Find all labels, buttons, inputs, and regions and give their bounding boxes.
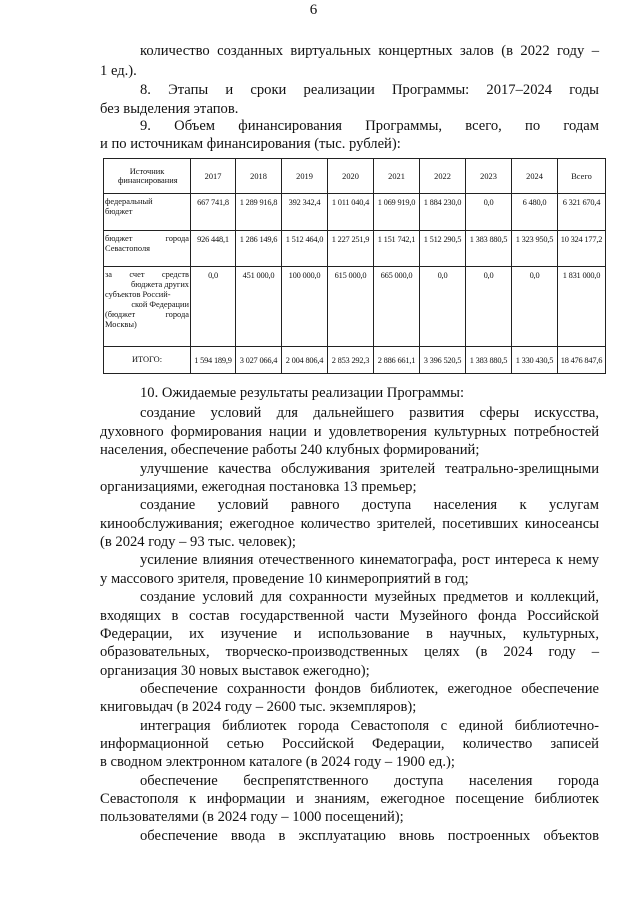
text-line: количество созданных виртуальных концертных залов (в 2022 году –	[140, 43, 599, 59]
value-cell: 1 323 950,5	[512, 231, 558, 267]
text-line: книговыдач (в 2024 году – 2600 тыс. экземпляров);	[100, 699, 417, 715]
text-line: создание условий для дальнейшего развития сферы искусства,	[140, 405, 599, 421]
value-cell: 0,0	[420, 267, 466, 347]
column-header: Источник финансирования	[104, 159, 191, 194]
text-line: в сводном электронном каталоге (в 2024 году – 1900 ед.);	[100, 754, 455, 770]
value-cell: 6 321 670,4	[558, 194, 606, 231]
value-cell: 392 342,4	[282, 194, 328, 231]
financing-table	[103, 158, 606, 374]
column-header: 2024	[512, 159, 558, 194]
value-cell: 1 330 430,5	[512, 347, 558, 374]
text-line: Севастополя к информации и знаниям, ежегодное посещение библиотек	[100, 791, 599, 807]
page-number: 6	[309, 2, 318, 18]
value-cell: 1 286 149,6	[236, 231, 282, 267]
value-cell: 1 069 919,0	[374, 194, 420, 231]
source-cell	[104, 231, 191, 267]
value-cell: 6 480,0	[512, 194, 558, 231]
value-cell: 0,0	[512, 267, 558, 347]
text-line: 1 ед.).	[100, 63, 137, 79]
column-header: 2017	[191, 159, 236, 194]
text-line: населения, обеспечение работы 240 клубных формирований;	[100, 442, 480, 458]
value-cell: 615 000,0	[328, 267, 374, 347]
value-cell: 1 831 000,0	[558, 267, 606, 347]
value-cell: 1 512 464,0	[282, 231, 328, 267]
text-line: интеграция библиотек города Севастополя с единой библиотечно-	[140, 718, 599, 734]
total-label: ИТОГО:	[104, 347, 191, 374]
total-row	[104, 347, 606, 374]
table-row	[104, 194, 606, 231]
source-line: федеральный	[105, 197, 153, 206]
value-cell: 1 383 880,5	[466, 347, 512, 374]
text-line: обеспечение сохранности фондов библиотек, ежегодное обеспечение	[140, 681, 599, 697]
text-line: входящих в состав государственной части Музейного фонда Российской	[100, 608, 599, 624]
value-cell: 1 383 880,5	[466, 231, 512, 267]
column-header: 2019	[282, 159, 328, 194]
value-cell: 2 853 292,3	[328, 347, 374, 374]
source-line: за счет средств	[105, 270, 189, 279]
column-header: 2023	[466, 159, 512, 194]
value-cell: 451 000,0	[236, 267, 282, 347]
source-line: ской Федерации	[131, 300, 189, 309]
value-cell: 10 324 177,2	[558, 231, 606, 267]
value-cell: 0,0	[191, 267, 236, 347]
text-line: 8. Этапы и сроки реализации Программы: 2017–2024 годы	[140, 82, 599, 98]
column-header: Всего	[558, 159, 606, 194]
value-cell: 1 884 230,0	[420, 194, 466, 231]
text-line: улучшение качества обслуживания зрителей театрально-зрелищными	[140, 461, 599, 477]
text-line: организация 30 новых выставок ежегодно);	[100, 663, 370, 679]
source-line: субъектов Россий-	[105, 290, 171, 299]
value-cell: 100 000,0	[282, 267, 328, 347]
text-line: информационной сетью Российской Федерации, количество записей	[100, 736, 599, 752]
value-cell: 1 594 189,9	[191, 347, 236, 374]
table-header-row	[104, 159, 606, 194]
value-cell: 18 476 847,6	[558, 347, 606, 374]
value-cell: 926 448,1	[191, 231, 236, 267]
value-cell: 2 886 661,1	[374, 347, 420, 374]
value-cell: 0,0	[466, 267, 512, 347]
value-cell: 3 027 066,4	[236, 347, 282, 374]
value-cell: 1 512 290,5	[420, 231, 466, 267]
section-heading: 10. Ожидаемые результаты реализации Программы:	[140, 385, 464, 401]
text-line: обеспечение ввода в эксплуатацию вновь построенных объектов	[140, 828, 599, 844]
column-header: 2021	[374, 159, 420, 194]
source-line: бюджет города	[105, 234, 189, 243]
source-cell	[104, 194, 191, 231]
text-line: кинообслуживания; ежегодное количество зрителей, посетивших киносеансы	[100, 516, 599, 532]
source-line: Севастополя	[105, 244, 151, 253]
column-header: 2022	[420, 159, 466, 194]
text-line: образовательных, творческо-производственных целях (в 2024 году –	[100, 644, 599, 660]
source-line: бюджета других	[131, 280, 189, 289]
value-cell: 665 000,0	[374, 267, 420, 347]
text-line: создание условий для сохранности музейных предметов и коллекций,	[140, 589, 599, 605]
table-row	[104, 267, 606, 347]
source-cell	[104, 267, 191, 347]
source-line: Москвы)	[105, 320, 137, 329]
text-line: 9. Объем финансирования Программы, всего, по годам	[140, 118, 599, 134]
column-header: 2020	[328, 159, 374, 194]
text-line: духовного формирования нации и удовлетворения культурных потребностей	[100, 424, 599, 440]
column-header: 2018	[236, 159, 282, 194]
text-line: и по источникам финансирования (тыс. рублей):	[100, 136, 401, 152]
table-row	[104, 231, 606, 267]
source-line: бюджет	[105, 207, 133, 216]
source-line: (бюджет города	[105, 310, 189, 319]
text-line: (в 2024 году – 93 тыс. человек);	[100, 534, 296, 550]
value-cell: 0,0	[466, 194, 512, 231]
value-cell: 667 741,8	[191, 194, 236, 231]
text-line: Федерации, их изучение и использование в научных, культурных,	[100, 626, 599, 642]
value-cell: 1 151 742,1	[374, 231, 420, 267]
value-cell: 3 396 520,5	[420, 347, 466, 374]
value-cell: 1 227 251,9	[328, 231, 374, 267]
text-line: создание условий равного доступа населения к услугам	[140, 497, 599, 513]
text-line: пользователями (в 2024 году – 1000 посещений);	[100, 809, 404, 825]
text-line: усиление влияния отечественного кинематографа, рост интереса к нему	[140, 552, 599, 568]
text-line: обеспечение беспрепятственного доступа населения города	[140, 773, 599, 789]
text-line: организациями, ежегодная постановка 13 премьер;	[100, 479, 417, 495]
value-cell: 2 004 806,4	[282, 347, 328, 374]
text-line: без выделения этапов.	[100, 101, 239, 117]
text-line: у массового зрителя, проведение 10 кинмероприятий в год;	[100, 571, 469, 587]
value-cell: 1 011 040,4	[328, 194, 374, 231]
value-cell: 1 289 916,8	[236, 194, 282, 231]
